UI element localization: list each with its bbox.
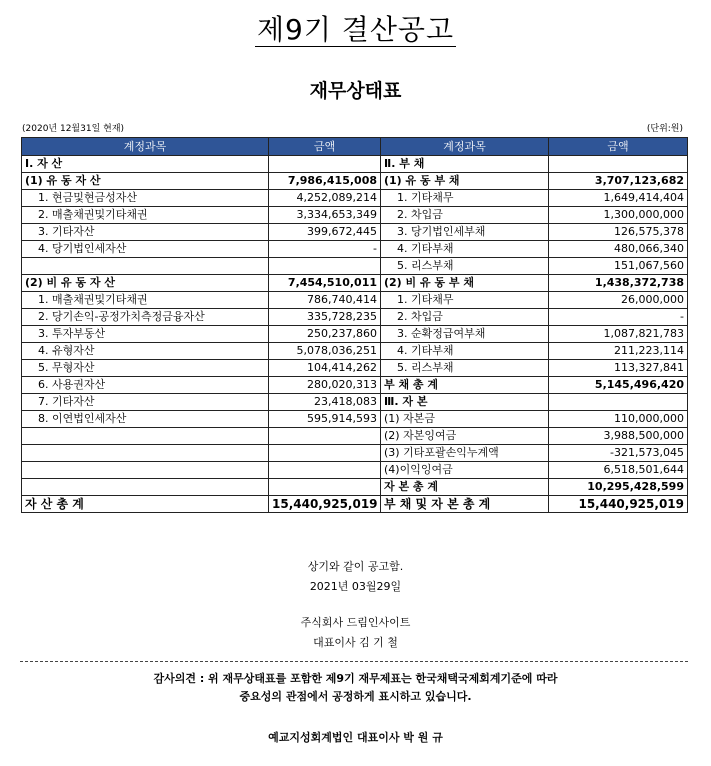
right-amount-cell: -321,573,045 — [549, 445, 688, 462]
left-account-cell: 4. 당기법인세자산 — [22, 241, 269, 258]
header-amount-left: 금액 — [269, 138, 381, 156]
table-row — [22, 479, 688, 496]
left-amount-cell — [269, 479, 381, 496]
notice-title: 제9기 결산공고 — [256, 13, 454, 46]
left-account-cell: 3. 투자부동산 — [22, 326, 269, 343]
left-account-cell — [22, 428, 269, 445]
left-account-cell: 3. 기타자산 — [22, 224, 269, 241]
left-account-cell: (1) 유 동 자 산 — [22, 173, 269, 190]
right-account-cell: 5. 리스부채 — [381, 258, 549, 275]
statement-title: 재무상태표 — [309, 80, 402, 102]
table-row — [22, 275, 688, 292]
right-amount-cell: 113,327,841 — [549, 360, 688, 377]
left-amount-cell — [269, 156, 381, 173]
total-assets-amount: 15,440,925,019 — [269, 496, 381, 513]
left-account-cell: 2. 매출채권및기타채권 — [22, 207, 269, 224]
left-account-cell: Ⅰ. 자 산 — [22, 156, 269, 173]
left-amount-cell: 399,672,445 — [269, 224, 381, 241]
right-amount-cell: 5,145,496,420 — [549, 377, 688, 394]
right-account-cell: 5. 리스부채 — [381, 360, 549, 377]
left-account-cell: 6. 사용권자산 — [22, 377, 269, 394]
right-account-cell: (2) 비 유 동 부 채 — [381, 275, 549, 292]
left-account-cell — [22, 462, 269, 479]
right-amount-cell: 1,438,372,738 — [549, 275, 688, 292]
left-account-cell — [22, 258, 269, 275]
table-row — [22, 292, 688, 309]
table-row — [22, 343, 688, 360]
table-row — [22, 462, 688, 479]
right-account-cell: (1) 자본금 — [381, 411, 549, 428]
right-amount-cell — [549, 394, 688, 411]
right-amount-cell — [549, 156, 688, 173]
total-liab-equity-amount: 15,440,925,019 — [549, 496, 688, 513]
left-amount-cell — [269, 445, 381, 462]
right-amount-cell: 10,295,428,599 — [549, 479, 688, 496]
table-row — [22, 156, 688, 173]
left-account-cell: 1. 현금및현금성자산 — [22, 190, 269, 207]
total-liab-equity-label: 부 채 및 자 본 총 계 — [381, 496, 549, 513]
table-row — [22, 258, 688, 275]
right-account-cell: 3. 순확정급여부채 — [381, 326, 549, 343]
left-account-cell — [22, 479, 269, 496]
table-header-row — [22, 138, 688, 156]
table-row — [22, 224, 688, 241]
left-amount-cell — [269, 428, 381, 445]
right-account-cell: 2. 차입금 — [381, 207, 549, 224]
right-account-cell: (3) 기타포괄손익누계액 — [381, 445, 549, 462]
header-account-right: 계정과목 — [381, 138, 549, 156]
left-amount-cell: 3,334,653,349 — [269, 207, 381, 224]
right-amount-cell: 110,000,000 — [549, 411, 688, 428]
right-account-cell: Ⅲ. 자 본 — [381, 394, 549, 411]
right-account-cell: 2. 차입금 — [381, 309, 549, 326]
right-amount-cell: 480,066,340 — [549, 241, 688, 258]
table-row — [22, 360, 688, 377]
right-amount-cell: 1,087,821,783 — [549, 326, 688, 343]
right-amount-cell: 3,988,500,000 — [549, 428, 688, 445]
table-row — [22, 411, 688, 428]
right-account-cell: Ⅱ. 부 채 — [381, 156, 549, 173]
left-amount-cell: 104,414,262 — [269, 360, 381, 377]
left-amount-cell: 7,454,510,011 — [269, 275, 381, 292]
table-row — [22, 445, 688, 462]
table-row — [22, 190, 688, 207]
table-body — [22, 156, 688, 513]
right-account-cell: (1) 유 동 부 채 — [381, 173, 549, 190]
right-amount-cell: 6,518,501,644 — [549, 462, 688, 479]
grand-total-row — [22, 496, 688, 513]
table-row — [22, 173, 688, 190]
right-account-cell: (2) 자본잉여금 — [381, 428, 549, 445]
left-account-cell — [22, 445, 269, 462]
right-amount-cell: 26,000,000 — [549, 292, 688, 309]
left-account-cell: 2. 당기손익-공정가치측정금융자산 — [22, 309, 269, 326]
right-amount-cell: 3,707,123,682 — [549, 173, 688, 190]
right-amount-cell: 151,067,560 — [549, 258, 688, 275]
table-row — [22, 326, 688, 343]
company-name: 주식회사 드림인사이트 — [300, 616, 411, 629]
table-row — [22, 394, 688, 411]
left-account-cell: 4. 유형자산 — [22, 343, 269, 360]
auditor-signature: 예교지성회계법인 대표이사 박 원 규 — [268, 731, 443, 744]
right-account-cell: 3. 당기법인세부채 — [381, 224, 549, 241]
left-amount-cell: - — [269, 241, 381, 258]
unit-note: (단위:원) — [646, 124, 683, 134]
right-amount-cell: 126,575,378 — [549, 224, 688, 241]
date-note: (2020년 12월31일 현재) — [22, 124, 125, 134]
table-row — [22, 428, 688, 445]
left-amount-cell — [269, 462, 381, 479]
left-amount-cell: 335,728,235 — [269, 309, 381, 326]
right-account-cell: 자 본 총 계 — [381, 479, 549, 496]
left-amount-cell: 250,237,860 — [269, 326, 381, 343]
left-account-cell: (2) 비 유 동 자 산 — [22, 275, 269, 292]
audit-opinion-line2: 중요성의 관점에서 공정하게 표시하고 있습니다. — [239, 690, 472, 703]
left-amount-cell: 280,020,313 — [269, 377, 381, 394]
left-amount-cell: 595,914,593 — [269, 411, 381, 428]
audit-opinion-line1: 감사의견 : 위 재무상태표를 포함한 제9기 재무제표는 한국채택국제회계기준에 따라 — [153, 672, 558, 685]
left-amount-cell: 7,986,415,008 — [269, 173, 381, 190]
table-row — [22, 207, 688, 224]
table-row — [22, 377, 688, 394]
notice-date: 2021년 03월29일 — [309, 580, 402, 593]
right-account-cell: 1. 기타채무 — [381, 292, 549, 309]
left-amount-cell: 23,418,083 — [269, 394, 381, 411]
right-account-cell: 4. 기타부채 — [381, 343, 549, 360]
right-account-cell: (4)이익잉여금 — [381, 462, 549, 479]
header-amount-right: 금액 — [549, 138, 688, 156]
right-amount-cell: 1,649,414,404 — [549, 190, 688, 207]
left-account-cell: 7. 기타자산 — [22, 394, 269, 411]
left-account-cell: 8. 이연법인세자산 — [22, 411, 269, 428]
left-amount-cell: 786,740,414 — [269, 292, 381, 309]
left-account-cell: 1. 매출채권및기타채권 — [22, 292, 269, 309]
left-amount-cell: 5,078,036,251 — [269, 343, 381, 360]
closing-statement: 상기와 같이 공고함. — [307, 560, 404, 573]
ceo-name: 대표이사 김 기 철 — [313, 636, 398, 649]
table-row — [22, 241, 688, 258]
left-amount-cell: 4,252,089,214 — [269, 190, 381, 207]
right-amount-cell: 211,223,114 — [549, 343, 688, 360]
total-assets-label: 자 산 총 계 — [22, 496, 269, 513]
right-amount-cell: 1,300,000,000 — [549, 207, 688, 224]
table-row — [22, 309, 688, 326]
right-account-cell: 4. 기타부채 — [381, 241, 549, 258]
right-account-cell: 1. 기타채무 — [381, 190, 549, 207]
left-amount-cell — [269, 258, 381, 275]
balance-sheet-table — [21, 137, 688, 513]
divider — [20, 661, 688, 662]
left-account-cell: 5. 무형자산 — [22, 360, 269, 377]
header-account-left: 계정과목 — [22, 138, 269, 156]
right-amount-cell: - — [549, 309, 688, 326]
right-account-cell: 부 채 총 계 — [381, 377, 549, 394]
